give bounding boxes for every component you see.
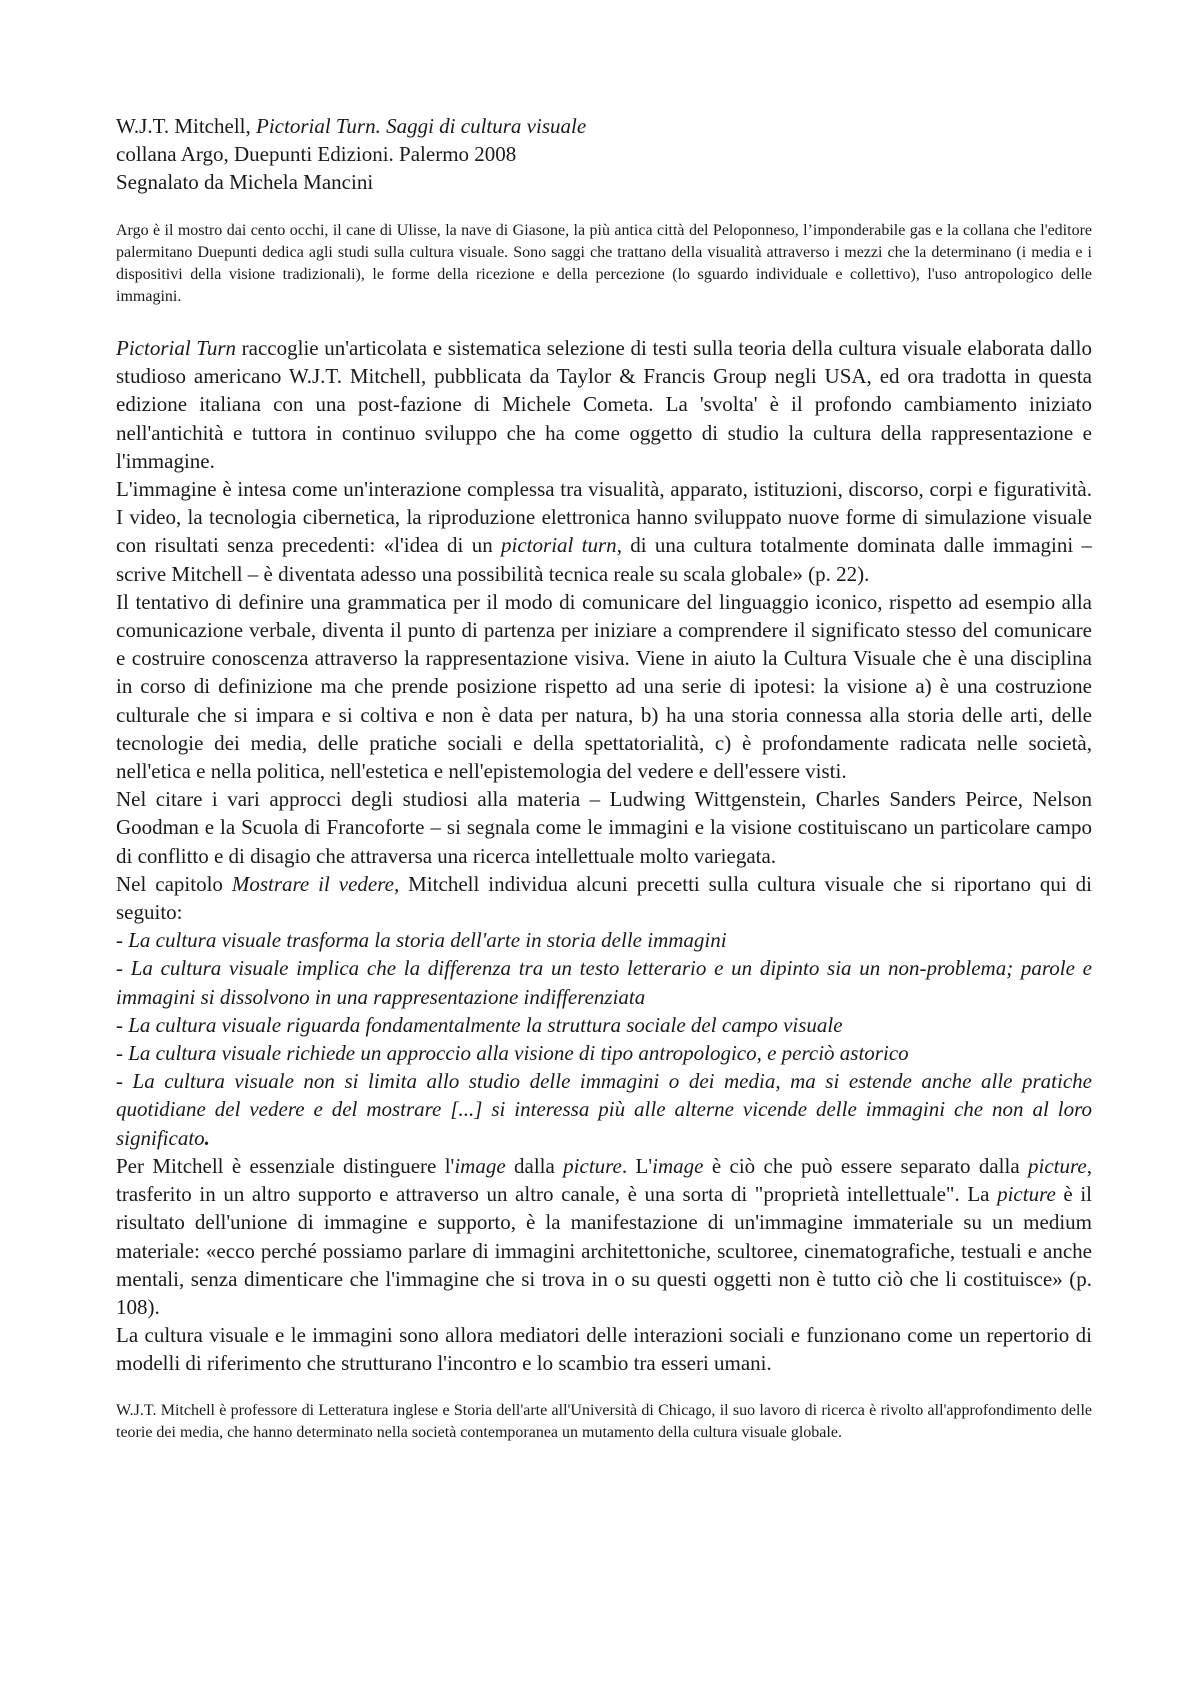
paragraph-text: dalla xyxy=(505,1153,564,1178)
paragraph-text: Nel capitolo xyxy=(116,871,232,896)
title-mention: Pictorial Turn xyxy=(116,336,236,360)
body-paragraph: La cultura visuale e le immagini sono allora mediatori delle interazioni sociali e funzionano come un repertorio di modelli di riferimento che strutturano l'incontro e lo scambio tra esseri umani. xyxy=(116,1323,1092,1376)
body-paragraph: Il tentativo di definire una grammatica per il modo di comunicare del linguaggio iconico, rispetto ad esempio alla comunicazione verbale, diventa il punto di partenza per iniziare a comprendere il significato stesso del comunicare e costruire conoscenza attraverso la rappresentazione visiva. Viene in aiuto la Cultura Visuale che è una disciplina in corso di definizione ma che prende posizione rispetto ad una serie di ipotesi: la visione a) è una costruzione culturale che si impara e si coltiva e non è data per natura, b) ha una storia connessa alla storia delle arti, delle tecnologie dei media, delle pratiche sociali e della spettatorialità, c) è profondamente radicata nelle società, nell'etica e nella politica, nell'estetica e nell'epistemologia del vedere e dell'essere visti. xyxy=(116,589,1092,784)
emphasis-text: picture xyxy=(563,1153,622,1178)
body-paragraph xyxy=(116,475,1092,588)
body-paragraph xyxy=(116,1152,1092,1321)
emphasis-text: pictorial turn xyxy=(501,533,617,558)
paragraph-text: , trasferito in un altro supporto e attraverso un altro canale, è una sorta di "proprietà intellettuale". La xyxy=(116,1153,1092,1207)
paragraph-text: Per Mitchell è essenziale distinguere l' xyxy=(116,1153,455,1178)
chapter-title: Mostrare il vedere, xyxy=(231,871,400,896)
paragraph-text: raccoglie un'articolata e sistematica selezione di testi sulla teoria della cultura visuale elaborata dallo studioso americano W.J.T. Mitchell, pubblicata da Taylor & Francis Group negli USA, ed ora tradotta in questa edizione italiana con una post-fazione di Michele Cometa. La 'svolta' è il profondo cambiamento iniziato nell'antichità e tuttora in continuo sviluppo che ha come oggetto di studio la cultura della rappresentazione e l'immagine. xyxy=(116,336,1092,473)
precept-item: - La cultura visuale trasforma la storia dell'arte in storia delle immagini xyxy=(116,928,727,953)
precept-item: - La cultura visuale riguarda fondamentalmente la struttura sociale del campo visuale xyxy=(116,1012,843,1037)
precept-item: - La cultura visuale richiede un approccio alla visione di tipo antropologico, e perciò astorico xyxy=(116,1041,909,1066)
body-paragraph xyxy=(116,870,1092,926)
paragraph-text: Mitchell individua alcuni precetti sulla cultura visuale che si riportano qui di seguito: xyxy=(116,871,1093,925)
paragraph-text: L'immagine è intesa come un'interazione complessa tra visualità, apparato, istituzioni, discorso, corpi e figuratività. I video, la tecnologia cibernetica, la riproduzione elettronica hanno sviluppato nuove forme di simulazione visuale con risultati senza precedenti: «l'idea di un xyxy=(116,477,1092,558)
author-bio: W.J.T. Mitchell è professore di Letteratura inglese e Storia dell'arte all'Università di Chicago, il suo lavoro di ricerca è rivolto all'approfondimento delle teorie dei media, che hanno determinato nella società contemporanea un mutamento della cultura visuale globale. xyxy=(116,1401,1092,1441)
emphasis-text: image xyxy=(652,1153,704,1178)
precept-item xyxy=(116,1067,1092,1152)
review-body xyxy=(116,334,1092,1378)
book-header xyxy=(116,112,1092,196)
emphasis-text: image xyxy=(454,1153,506,1178)
paragraph-text: . L' xyxy=(621,1153,653,1178)
body-paragraph xyxy=(116,334,1092,475)
precept-item: - La cultura visuale implica che la differenza tra un testo letterario e un dipinto sia un non-problema; parole e immagini si dissolvono in una rappresentazione indifferenziata xyxy=(116,956,1092,1009)
publisher-line: collana Argo, Duepunti Edizioni. Palermo 2008 xyxy=(116,142,517,166)
paragraph-text: è il risultato dell'unione di immagine e supporto, è la manifestazione di un'immagine immateriale su un medium materiale: «ecco perché possiamo parlare di immagini architettoniche, scultoree, cinematografiche, testuali e anche mentali, senza dimenticare che l'immagine che si trova in o su questi oggetti non è tutto ciò che li costituisce» (p. 108). xyxy=(116,1182,1092,1319)
book-citation xyxy=(116,112,1092,140)
document-page xyxy=(116,112,1092,1444)
emphasis-text: picture xyxy=(1028,1153,1087,1178)
emphasis-text: picture xyxy=(997,1182,1056,1207)
body-paragraph: Nel citare i vari approcci degli studiosi alla materia – Ludwing Wittgenstein, Charles Sanders Peirce, Nelson Goodman e la Scuola di Francoforte – si segnala come le immagini e la visione costituiscano un particolare campo di conflitto e di disagio che attraversa una ricerca intellettuale molto variegata. xyxy=(116,787,1092,868)
precept-text: - La cultura visuale non si limita allo studio delle immagini o dei media, ma si estende anche alle pratiche quotidiane del vedere e del mostrare [...] si interessa più alle alterne vicende delle immagini che non al loro significato xyxy=(116,1069,1092,1150)
author-name: W.J.T. Mitchell, xyxy=(116,114,256,138)
paragraph-text: è ciò che può essere separato dalla xyxy=(703,1153,1029,1178)
reviewer-line: Segnalato da Michela Mancini xyxy=(116,170,374,194)
book-title: Pictorial Turn. Saggi di cultura visuale xyxy=(256,114,587,138)
precept-period: . xyxy=(204,1125,210,1150)
intro-paragraph: Argo è il mostro dai cento occhi, il cane di Ulisse, la nave di Giasone, la più antica città del Peloponneso, l’imponderabile gas e la collana che l'editore palermitano Duepunti dedica agli studi sulla cultura visuale. Sono saggi che trattano della visualità attraverso i mezzi che la determinano (i media e i dispositivi della visione tradizionali), le forme della ricezione e della percezione (lo sguardo individuale e collettivo), l'uso antropologico delle immagini. xyxy=(116,222,1092,305)
paragraph-text: , di una cultura totalmente dominata dalle immagini – scrive Mitchell – è diventata adesso una possibilità tecnica reale su scala globale» (p. 22). xyxy=(116,533,1092,586)
